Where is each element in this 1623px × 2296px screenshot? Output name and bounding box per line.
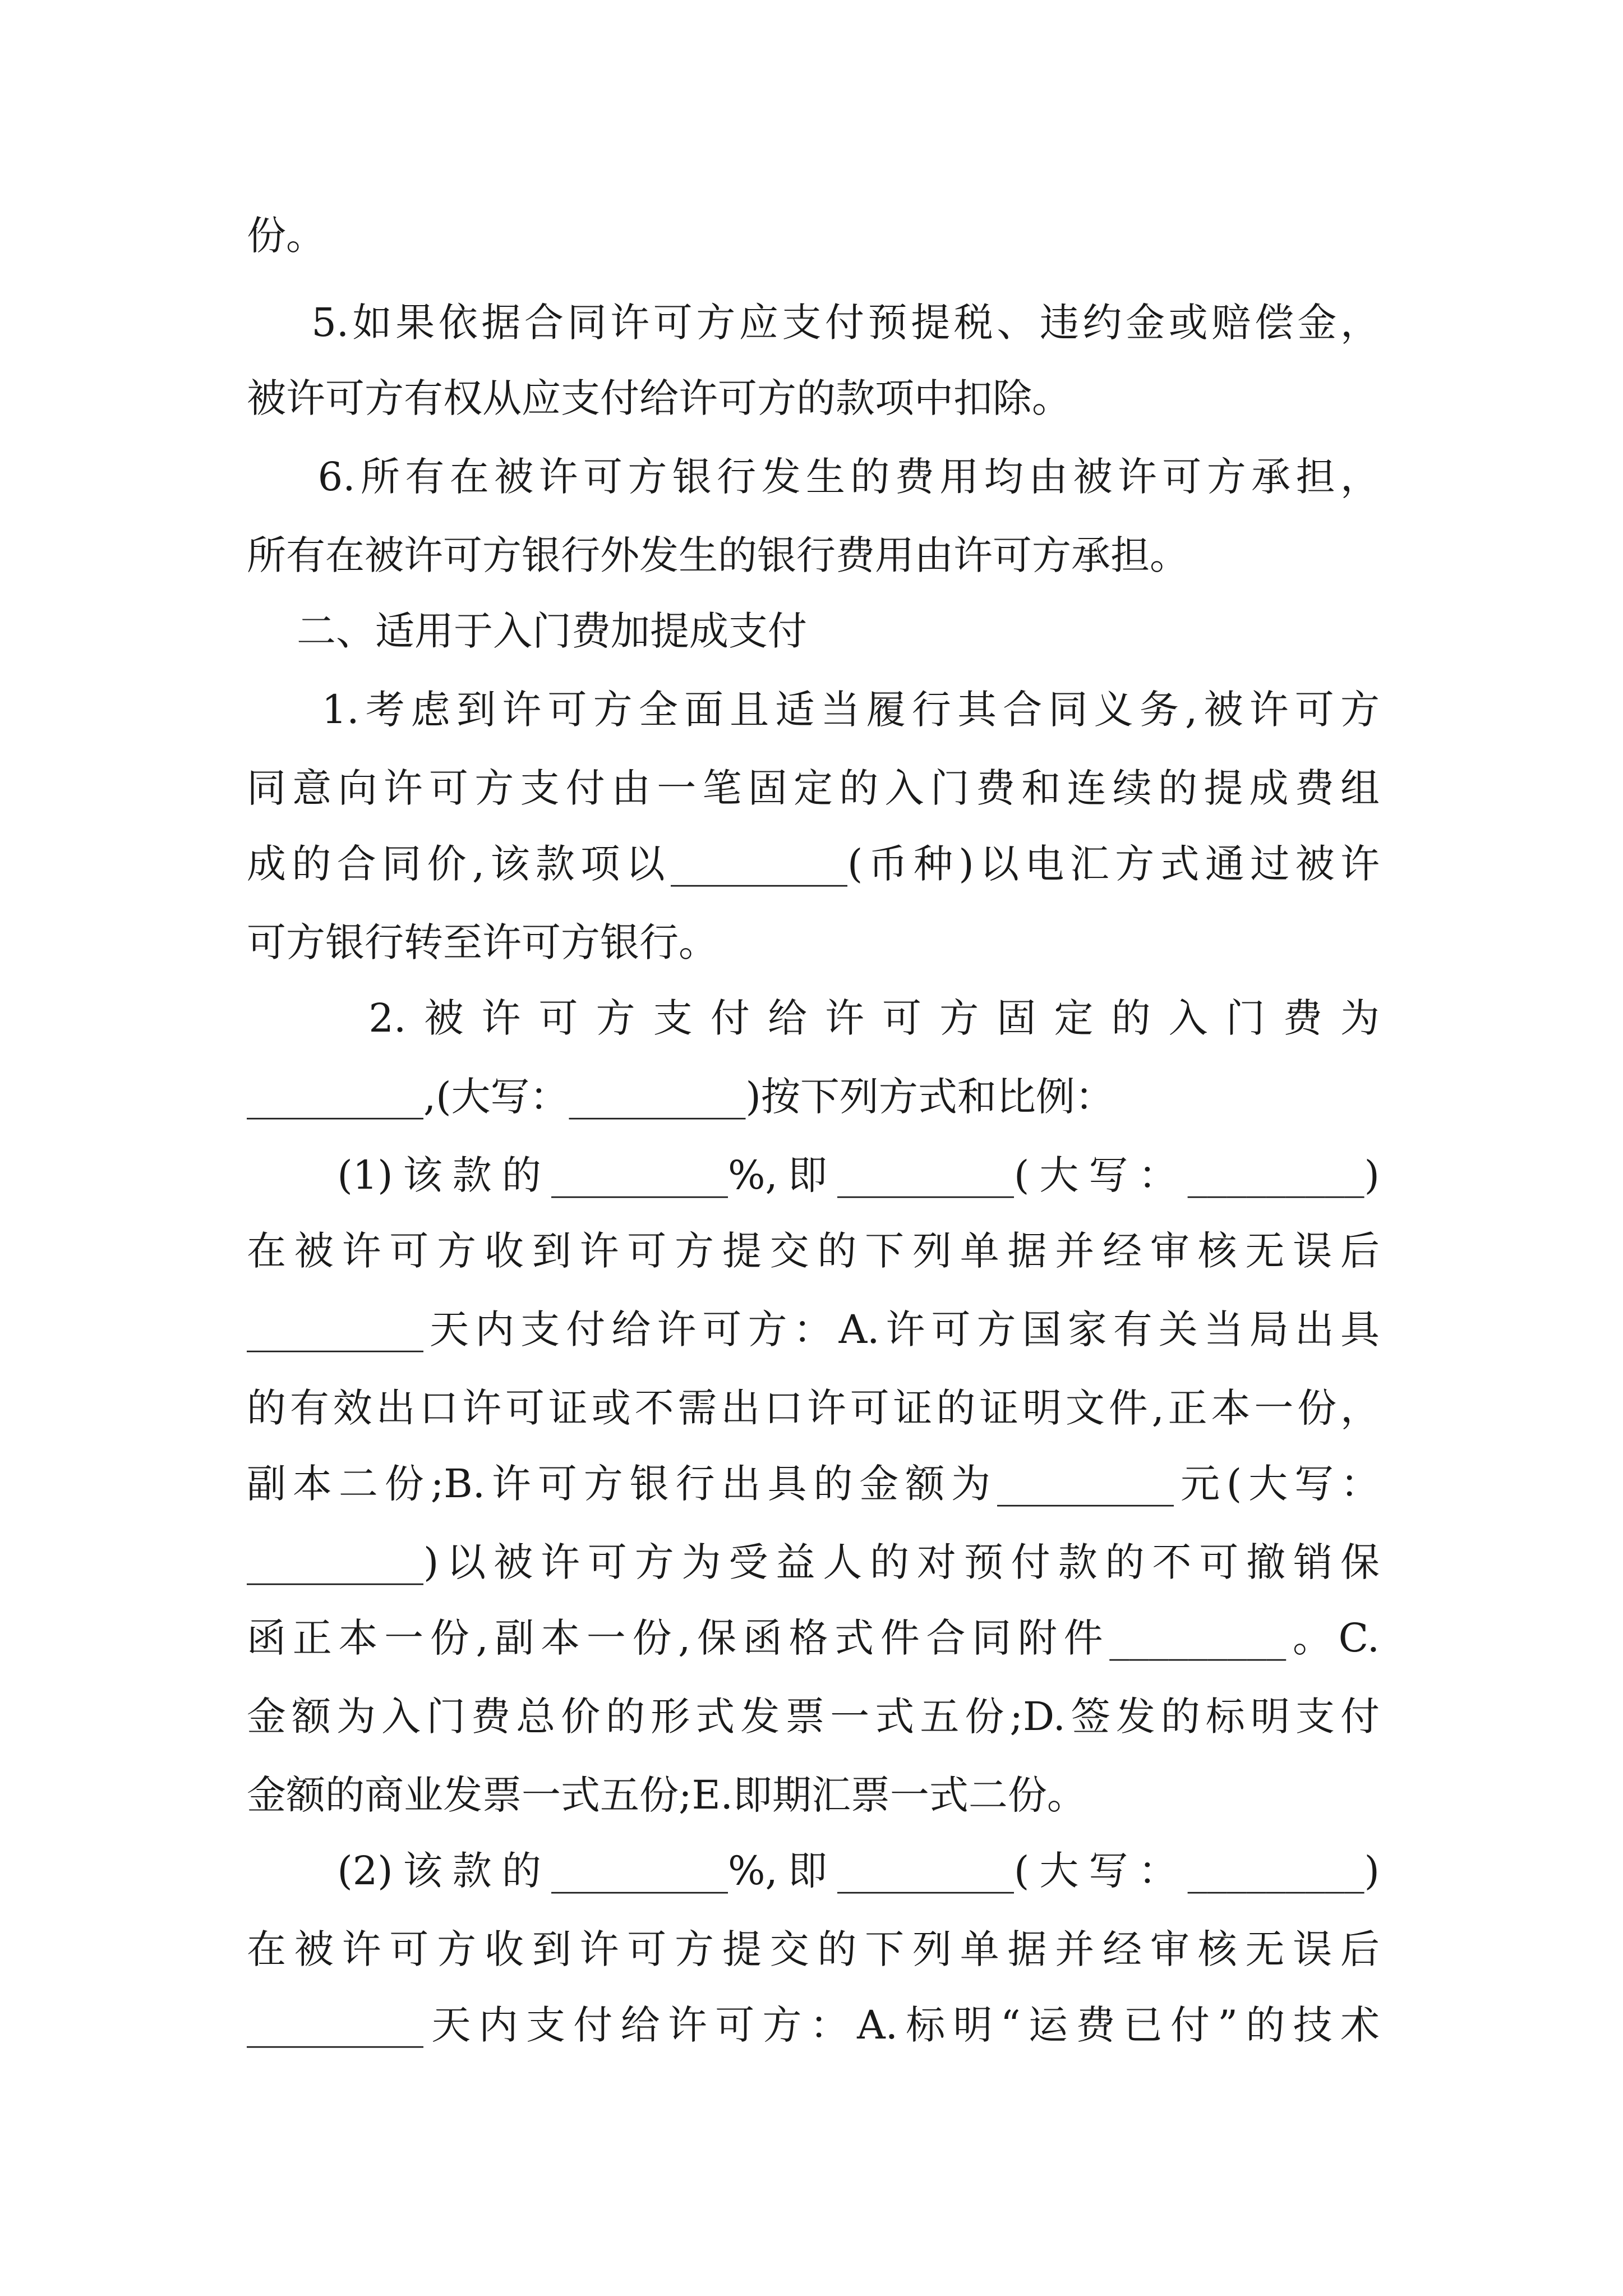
- text-line: 6.所有在被许可方银行发生的费用均由被许可方承担，: [247, 454, 1380, 500]
- text-line: (1)该款的_________%,即_________(大写：_________): [247, 1152, 1380, 1198]
- text-line: 金额的商业发票一式五份;E.即期汇票一式二份。: [247, 1772, 1086, 1818]
- text-line: _________天内支付给许可方：A.标明“运费已付”的技术: [247, 2002, 1380, 2048]
- text-line: 可方银行转至许可方银行。: [247, 919, 718, 965]
- text-line: 在被许可方收到许可方提交的下列单据并经审核无误后: [247, 1228, 1380, 1274]
- text-line: _________,(大写：_________)按下列方式和比例：: [247, 1074, 1114, 1120]
- text-line: 所有在被许可方银行外发生的银行费用由许可方承担。: [247, 532, 1189, 578]
- text-line: 金额为入门费总价的形式发票一式五份;D.签发的标明支付: [247, 1694, 1380, 1740]
- text-line: _________)以被许可方为受益人的对预付款的不可撤销保: [247, 1539, 1380, 1585]
- text-line: 2.被许可方支付给许可方固定的入门费为: [247, 995, 1380, 1041]
- text-line: 同意向许可方支付由一笔固定的入门费和连续的提成费组: [247, 765, 1380, 811]
- section-heading: 二、适用于入门费加提成支付: [247, 608, 808, 654]
- text-line: 副本二份;B.许可方银行出具的金额为_________元(大写：: [247, 1461, 1380, 1507]
- text-line: 份。: [247, 213, 325, 259]
- text-line: 5.如果依据合同许可方应支付预提税、违约金或赔偿金，: [247, 300, 1380, 346]
- text-line: 函正本一份,副本一份,保函格式件合同附件_________。C.: [247, 1615, 1380, 1661]
- text-line: 在被许可方收到许可方提交的下列单据并经审核无误后: [247, 1926, 1380, 1972]
- text-line: 的有效出口许可证或不需出口许可证的证明文件,正本一份，: [247, 1385, 1380, 1431]
- text-line: (2)该款的_________%,即_________(大写：_________): [247, 1848, 1380, 1894]
- text-line: _________天内支付给许可方：A.许可方国家有关当局出具: [247, 1306, 1380, 1352]
- text-line: 被许可方有权从应支付给许可方的款项中扣除。: [247, 375, 1071, 421]
- text-line: 1.考虑到许可方全面且适当履行其合同义务,被许可方: [247, 687, 1380, 733]
- text-line: 成的合同价,该款项以_________(币种)以电汇方式通过被许: [247, 841, 1380, 887]
